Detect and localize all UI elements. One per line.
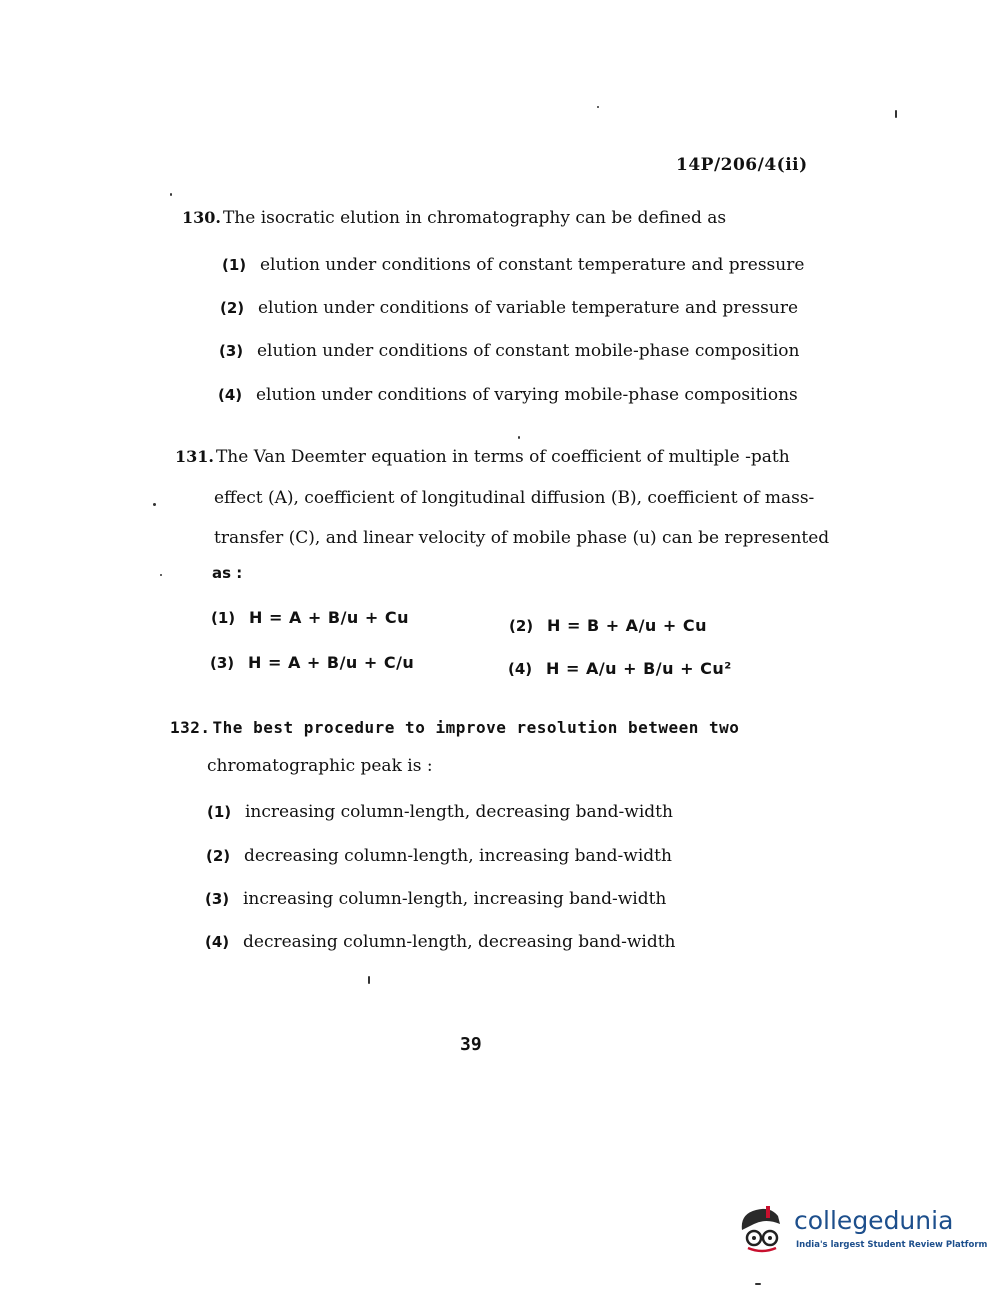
option-formula: H = A + B/u + Cu <box>249 608 409 627</box>
scan-speck <box>153 503 156 506</box>
stem-text: effect (A), coefficient of longitudinal diffusion (B), coefficient of mass- <box>214 488 815 508</box>
page-code: 14P/206/4(ii) <box>676 155 808 175</box>
question-number: 131. <box>175 447 214 466</box>
brand-tagline: India's largest Student Review Platform <box>796 1240 988 1250</box>
option-number: (2) <box>509 617 534 635</box>
question-130 <box>182 206 726 230</box>
option-formula: H = A + B/u + C/u <box>248 653 415 672</box>
option-132-4 <box>205 930 675 954</box>
scan-speck <box>518 436 520 439</box>
option-text: increasing column-length, increasing band-width <box>243 889 667 909</box>
stem-text: transfer (C), and linear velocity of mobile phase (u) can be represented <box>214 528 830 548</box>
question-132-line-2 <box>207 754 433 778</box>
option-130-1 <box>222 253 804 277</box>
option-132-3 <box>205 887 666 911</box>
option-130-2 <box>220 296 798 320</box>
option-text: elution under conditions of constant temperature and pressure <box>260 255 805 275</box>
option-130-4 <box>218 383 798 407</box>
scan-speck <box>895 110 897 118</box>
stem-text: as : <box>212 564 243 582</box>
scan-speck <box>160 574 162 576</box>
option-130-3 <box>219 339 799 363</box>
option-number: (3) <box>219 342 244 360</box>
option-text: increasing column-length, decreasing band-width <box>245 802 673 822</box>
option-formula: H = A/u + B/u + Cu² <box>546 659 732 678</box>
option-number: (1) <box>211 609 236 627</box>
option-number: (2) <box>206 847 231 865</box>
option-text: elution under conditions of variable temperature and pressure <box>258 298 799 318</box>
scan-speck <box>755 1283 761 1285</box>
option-132-1 <box>207 800 673 824</box>
question-131-line-2 <box>214 486 814 510</box>
option-number: (4) <box>508 660 533 678</box>
option-number: (2) <box>220 299 245 317</box>
option-131-4 <box>508 657 732 681</box>
stem-text: The Van Deemter equation in terms of coefficient of multiple -path <box>215 447 790 467</box>
page-number: 39 <box>460 1034 482 1055</box>
stem-text: chromatographic peak is : <box>207 756 433 776</box>
stem-text: The isocratic elution in chromatography can be defined as <box>222 208 727 228</box>
option-131-3 <box>210 651 414 675</box>
option-131-2 <box>509 614 707 638</box>
option-number: (4) <box>218 386 243 404</box>
brand-name: collegedunia <box>794 1206 954 1235</box>
question-131-line-4 <box>212 561 242 585</box>
option-number: (1) <box>207 803 232 821</box>
option-text: elution under conditions of constant mobile-phase composition <box>257 341 800 361</box>
collegedunia-logo <box>736 1196 988 1266</box>
question-stem <box>170 716 739 740</box>
question-131 <box>175 445 790 469</box>
scan-speck <box>170 193 172 196</box>
mascot-icon <box>736 1200 792 1256</box>
option-text: elution under conditions of varying mobile-phase compositions <box>256 385 798 405</box>
option-number: (3) <box>205 890 230 908</box>
question-number: 130. <box>182 208 221 227</box>
question-stem <box>182 206 726 230</box>
option-text: decreasing column-length, increasing band-width <box>244 846 672 866</box>
question-stem <box>175 445 790 469</box>
option-formula: H = B + A/u + Cu <box>547 616 707 635</box>
stem-text: The best procedure to improve resolution between two <box>212 718 740 737</box>
option-number: (4) <box>205 933 230 951</box>
option-number: (1) <box>222 256 247 274</box>
question-131-line-3 <box>214 526 829 550</box>
scan-speck <box>597 106 599 108</box>
question-132 <box>170 716 739 740</box>
option-132-2 <box>206 844 672 868</box>
scan-speck <box>368 976 370 984</box>
option-131-1 <box>211 606 409 630</box>
option-number: (3) <box>210 654 235 672</box>
question-number: 132. <box>170 718 211 737</box>
option-text: decreasing column-length, decreasing band-width <box>243 932 676 952</box>
